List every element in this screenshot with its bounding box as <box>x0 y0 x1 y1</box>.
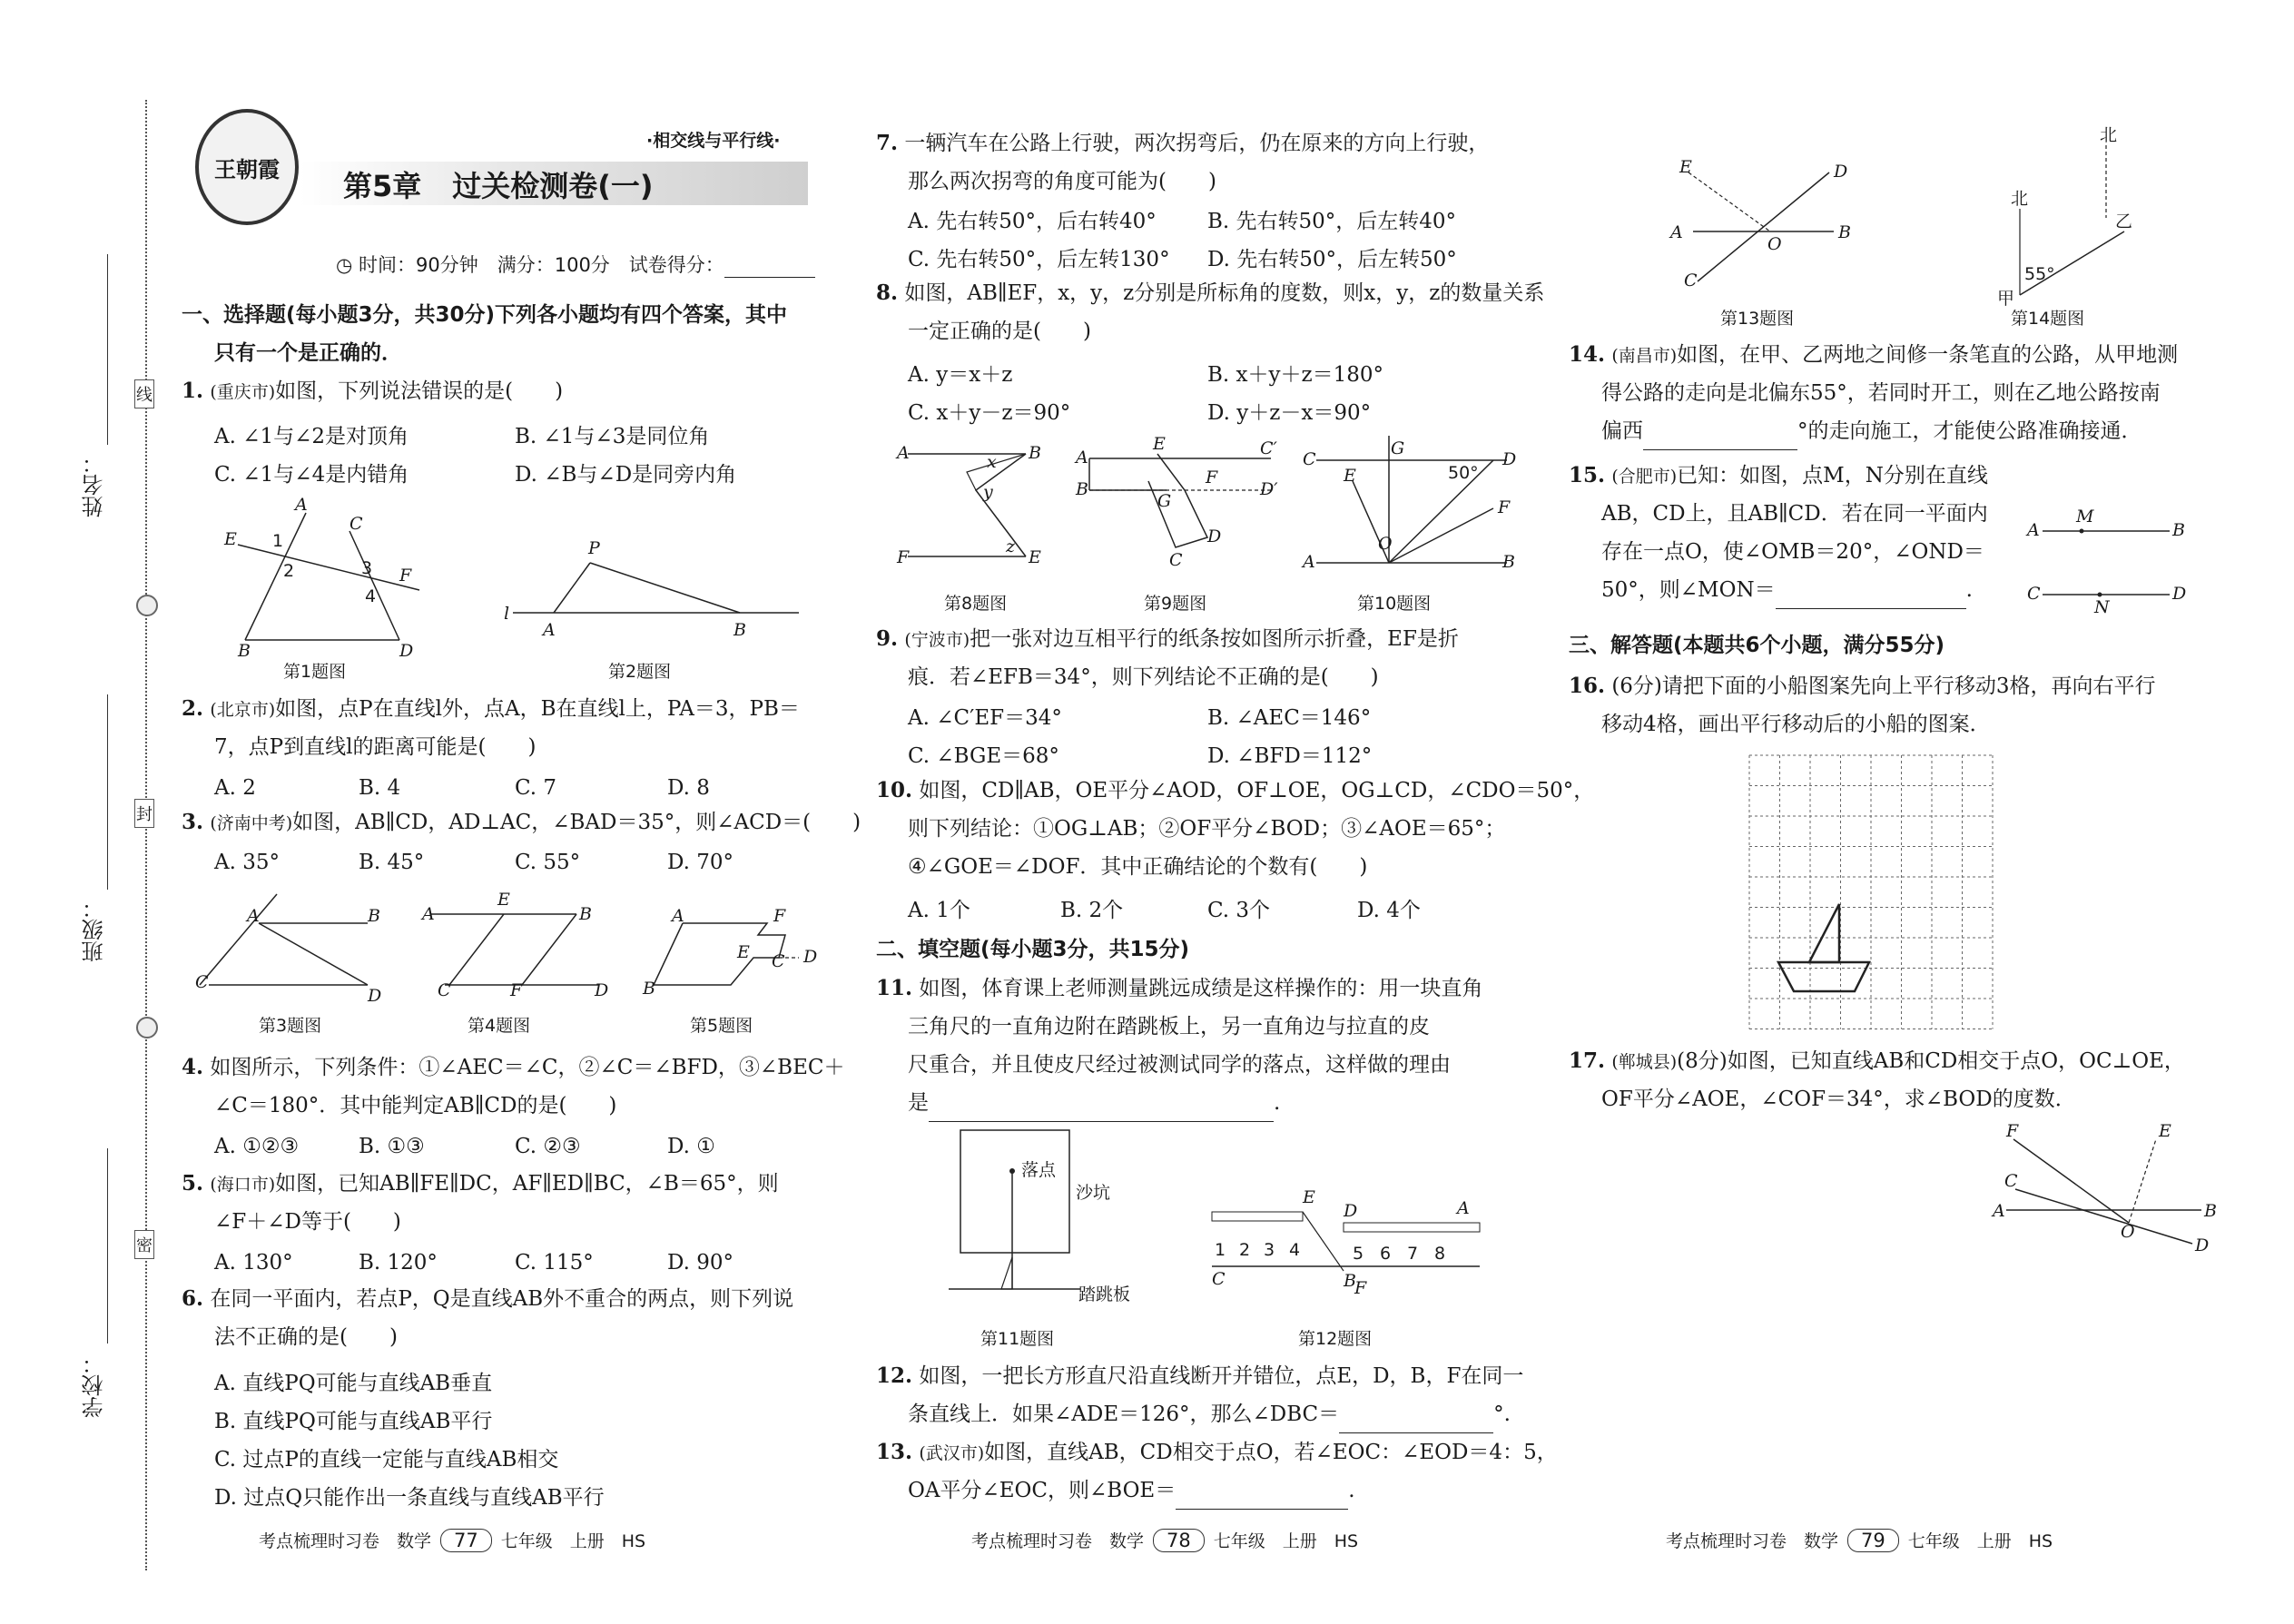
question-10-line2: 则下列结论：①OG⊥AB；②OF平分∠BOD；③∠AOE＝65°； <box>908 817 1506 841</box>
question-10-line3: ④∠GOE＝∠DOF．其中正确结论的个数有( ) <box>908 855 1368 879</box>
q2-option-a[interactable]: A. 2 <box>214 776 256 800</box>
q8-option-b[interactable]: B. x＋y＋z＝180° <box>1207 363 1384 387</box>
q6-option-c[interactable]: C. 过点P的直线一定能与直线AB相交 <box>214 1448 559 1471</box>
svg-text:D: D <box>803 947 818 967</box>
svg-text:F: F <box>773 906 786 926</box>
svg-text:E: E <box>2159 1121 2171 1141</box>
svg-text:x: x <box>987 452 997 472</box>
svg-text:A: A <box>1303 552 1315 572</box>
svg-text:A: A <box>1993 1201 2005 1221</box>
class-label: 班级： <box>82 897 107 962</box>
q10-option-a[interactable]: A. 1个 <box>908 899 970 922</box>
svg-text:B: B <box>1076 479 1088 499</box>
ruler-number: 5 <box>1353 1244 1364 1264</box>
question-9: 9. (宁波市)把一张对边互相平行的纸条按如图所示折叠，EF是折 <box>876 626 1459 651</box>
svg-text:A: A <box>672 906 684 926</box>
school-field-line <box>107 1148 108 1343</box>
q3-option-a[interactable]: A. 35° <box>214 851 280 874</box>
q8-option-a[interactable]: A. y＝x＋z <box>908 363 1013 387</box>
q9-option-d[interactable]: D. ∠BFD＝112° <box>1207 744 1373 768</box>
q1-option-b[interactable]: B. ∠1与∠3是同位角 <box>515 425 710 448</box>
fig11-pit: 沙坑 <box>1076 1183 1111 1203</box>
figure-8 <box>894 436 1067 581</box>
q3-option-b[interactable]: B. 45° <box>359 851 425 874</box>
question-8: 8. 如图，AB∥EF，x，y，z分别是所标角的度数，则x，y，z的数量关系 <box>876 281 1545 305</box>
q9-option-c[interactable]: C. ∠BGE＝68° <box>908 744 1059 768</box>
svg-text:A: A <box>422 904 435 924</box>
question-17: 17. (郸城县)(8分)如图，已知直线AB和CD相交于点O，OC⊥OE， <box>1569 1048 2185 1073</box>
question-15: 15. (合肥市)已知：如图，点M，N分别在直线 <box>1569 463 1988 487</box>
figure-4-caption: 第4题图 <box>468 1016 531 1036</box>
svg-text:C: C <box>1169 550 1183 570</box>
footer-page-79: 考点梳理时习卷 数学 79 七年级 上册 HS <box>1666 1530 2053 1551</box>
svg-text:O: O <box>1767 234 1782 254</box>
figure-14-caption: 第14题图 <box>2011 309 2085 329</box>
svg-text:D′: D′ <box>1260 479 1278 499</box>
logo-text: 王朝霞 <box>214 155 280 182</box>
ruler-number: 7 <box>1407 1244 1419 1264</box>
fig14-north-2: 北 <box>2100 125 2118 145</box>
figure-5 <box>635 885 826 1003</box>
q1-option-c[interactable]: C. ∠1与∠4是内错角 <box>214 463 409 487</box>
svg-text:M: M <box>2076 507 2094 527</box>
svg-text:A: A <box>1076 448 1088 468</box>
q7-option-a[interactable]: A. 先右转50°，后右转40° <box>908 210 1157 233</box>
figure-3-caption: 第3题图 <box>259 1016 322 1036</box>
svg-text:C: C <box>1212 1269 1226 1289</box>
figure-17 <box>1979 1121 2215 1257</box>
name-field-line <box>107 254 108 445</box>
q9-option-a[interactable]: A. ∠C′EF＝34° <box>908 706 1062 730</box>
class-field-line <box>107 694 108 890</box>
svg-text:D: D <box>2195 1235 2210 1255</box>
svg-text:D: D <box>1207 527 1222 546</box>
question-6-line2: 法不正确的是( ) <box>214 1325 398 1349</box>
svg-text:D: D <box>595 980 609 1000</box>
svg-text:D: D <box>368 986 382 1006</box>
svg-text:D: D <box>1502 449 1517 469</box>
q6-option-a[interactable]: A. 直线PQ可能与直线AB垂直 <box>214 1372 493 1395</box>
figure-8-caption: 第8题图 <box>944 594 1008 614</box>
figure-5-caption: 第5题图 <box>690 1016 753 1036</box>
svg-text:D: D <box>399 641 414 661</box>
svg-text:A: A <box>1457 1198 1470 1218</box>
q15-answer-blank[interactable] <box>1776 588 1966 609</box>
ruler-number: 1 <box>1215 1240 1226 1260</box>
question-15-line3: 存在一点O，使∠OMB＝20°，∠OND＝ <box>1601 540 1984 564</box>
section2-title: 二、填空题(每小题3分，共15分) <box>876 938 1190 961</box>
q3-option-c[interactable]: C. 55° <box>515 851 581 874</box>
section3-title: 三、解答题(本题共6个小题，满分55分) <box>1569 634 1945 657</box>
q2-option-c[interactable]: C. 7 <box>515 776 557 800</box>
ruler-number: 3 <box>1264 1240 1275 1260</box>
section1-title2: 只有一个是正确的． <box>214 341 402 365</box>
svg-text:l: l <box>504 604 510 624</box>
svg-text:F: F <box>1206 468 1218 487</box>
question-12-line2: 条直线上．如果∠ADE＝126°，那么∠DBC＝ °. <box>908 1395 1511 1433</box>
question-13: 13. (武汉市)如图，直线AB，CD相交于点O，若∠EOC：∠EOD＝4：5， <box>876 1440 1558 1464</box>
question-5-line2: ∠F＋∠D等于( ) <box>214 1210 401 1234</box>
figure-10-caption: 第10题图 <box>1357 594 1432 614</box>
svg-text:G: G <box>1391 438 1405 458</box>
figure-10 <box>1298 431 1516 576</box>
question-15-line4: 50°，则∠MON＝ . <box>1601 571 1973 609</box>
question-2-line2: 7，点P到直线l的距离可能是( ) <box>214 735 537 759</box>
svg-text:B: B <box>643 979 655 999</box>
q2-option-b[interactable]: B. 4 <box>359 776 401 800</box>
q6-option-b[interactable]: B. 直线PQ可能与直线AB平行 <box>214 1410 493 1433</box>
question-16: 16. (6分)请把下面的小船图案先向上平行移动3格，再向右平行 <box>1569 674 2156 698</box>
question-13-line2: OA平分∠EOC，则∠BOE＝ . <box>908 1471 1355 1510</box>
svg-text:O: O <box>2121 1222 2135 1242</box>
question-11-line4: 是 . <box>908 1084 1280 1122</box>
question-4: 4. 如图所示，下列条件：①∠AEC＝∠C，②∠C＝∠BFD，③∠BEC＋ <box>182 1055 845 1079</box>
svg-text:C: C <box>2027 584 2041 604</box>
q11-answer-blank[interactable] <box>929 1101 1274 1122</box>
svg-text:E: E <box>1679 157 1692 177</box>
ruler-number: 2 <box>1239 1240 1251 1260</box>
figure-1 <box>218 495 436 676</box>
svg-text:D: D <box>1344 1201 1358 1221</box>
q5-option-d[interactable]: D. 90° <box>667 1251 734 1275</box>
clock-icon: ◷ <box>336 254 359 276</box>
figure-11-caption: 第11题图 <box>980 1329 1055 1349</box>
question-14: 14. (南昌市)如图，在甲、乙两地之间修一条笔直的公路，从甲地测 <box>1569 342 2179 367</box>
footer-page-78: 考点梳理时习卷 数学 78 七年级 上册 HS <box>971 1530 1359 1551</box>
fig14-north-1: 北 <box>2011 189 2029 209</box>
q14-answer-blank[interactable] <box>1643 429 1797 450</box>
svg-text:B: B <box>733 620 746 640</box>
figure-15 <box>2020 499 2187 617</box>
svg-text:A: A <box>295 495 308 515</box>
question-11: 11. 如图，体育课上老师测量跳远成绩是这样操作的：用一块直角 <box>876 976 1483 1000</box>
svg-text:E: E <box>1153 434 1166 454</box>
svg-text:E: E <box>1344 466 1356 486</box>
figure-4 <box>418 885 617 1003</box>
school-label: 学校： <box>82 1353 107 1418</box>
svg-text:B: B <box>1838 222 1851 242</box>
svg-text:E: E <box>1029 547 1041 567</box>
question-11-line3: 尺重合，并且使皮尺经过被测试同学的落点，这样做的理由 <box>908 1053 1451 1077</box>
figure-12-caption: 第12题图 <box>1298 1329 1373 1349</box>
cut-mark-3: 密 <box>134 1230 154 1259</box>
fig11-board: 踏跳板 <box>1078 1284 1131 1304</box>
ruler-number: 6 <box>1380 1244 1392 1264</box>
logo-badge <box>195 109 299 225</box>
question-9-line2: 痕．若∠EFB＝34°，则下列结论不正确的是( ) <box>908 665 1379 689</box>
svg-text:A: A <box>247 906 260 926</box>
svg-text:F: F <box>510 980 523 1000</box>
svg-text:E: E <box>224 529 237 549</box>
grid-lines <box>1749 755 1993 1029</box>
svg-text:P: P <box>588 538 600 558</box>
q10-option-c[interactable]: C. 3个 <box>1207 899 1271 922</box>
question-15-line2: AB，CD上，且AB∥CD．若在同一平面内 <box>1601 502 1988 526</box>
svg-text:G: G <box>1157 491 1172 511</box>
question-14-line3: 偏西 °的走向施工，才能使公路准确接通． <box>1601 412 2142 450</box>
svg-text:F: F <box>1354 1278 1367 1298</box>
svg-text:4: 4 <box>365 586 377 606</box>
section1-title: 一、选择题(每小题3分，共30分)下列各小题均有四个答案，其中 <box>182 303 788 327</box>
svg-text:z: z <box>1006 536 1016 556</box>
svg-text:C: C <box>1684 271 1698 290</box>
question-14-line2: 得公路的走向是北偏东55°，若同时开工，则在乙地公路按南 <box>1601 381 2161 405</box>
question-6: 6. 在同一平面内，若点P，Q是直线AB外不重合的两点，则下列说 <box>182 1286 794 1311</box>
q4-option-a[interactable]: A. ①②③ <box>214 1135 300 1158</box>
ruler-number: 4 <box>1289 1240 1301 1260</box>
name-label: 姓名： <box>82 452 107 517</box>
question-11-line2: 三角尺的一直角边附在踏跳板上，另一直角边与拉直的皮 <box>908 1015 1430 1038</box>
cut-mark-2: 封 <box>134 799 154 828</box>
q8-option-c[interactable]: C. x＋y－z＝90° <box>908 401 1071 425</box>
svg-text:C: C <box>195 972 209 992</box>
question-16-line2: 移动4格，画出平行移动后的小船的图案． <box>1601 713 1991 736</box>
svg-text:O: O <box>1378 534 1393 554</box>
svg-text:F: F <box>897 547 910 567</box>
figure-1-caption: 第1题图 <box>283 662 347 682</box>
svg-text:3: 3 <box>361 558 373 578</box>
svg-text:B: B <box>238 641 251 661</box>
q3-option-d[interactable]: D. 70° <box>667 851 734 874</box>
svg-text:D: D <box>2172 584 2187 604</box>
q10-option-b[interactable]: B. 2个 <box>1060 899 1124 922</box>
svg-text:E: E <box>737 942 750 962</box>
q5-option-a[interactable]: A. 130° <box>214 1251 293 1275</box>
question-8-line2: 一定正确的是( ) <box>908 320 1091 343</box>
q1-option-a[interactable]: A. ∠1与∠2是对顶角 <box>214 425 409 448</box>
question-1: 1. (重庆市)如图，下列说法错误的是( ) <box>182 379 564 403</box>
footer-page-77: 考点梳理时习卷 数学 77 七年级 上册 HS <box>259 1530 646 1551</box>
svg-text:F: F <box>1498 497 1511 517</box>
q4-option-d[interactable]: D. ① <box>667 1135 715 1158</box>
svg-text:B: B <box>1344 1271 1356 1291</box>
svg-text:D: D <box>1834 162 1848 182</box>
figure-9-caption: 第9题图 <box>1144 594 1207 614</box>
figure-13 <box>1666 154 1851 300</box>
question-3: 3. (济南中考)如图，AB∥CD，AD⊥AC，∠BAD＝35°，则∠ACD＝( ) <box>182 810 861 834</box>
figure-14 <box>1984 127 2147 309</box>
q7-option-b[interactable]: B. 先右转50°，后左转40° <box>1207 210 1457 233</box>
ruler-number: 8 <box>1434 1244 1446 1264</box>
figure-9 <box>1071 436 1289 581</box>
svg-text:B: B <box>579 904 592 924</box>
svg-text:B: B <box>2204 1201 2217 1221</box>
svg-text:C: C <box>1303 449 1316 469</box>
svg-text:A: A <box>543 620 556 640</box>
svg-text:F: F <box>2006 1121 2019 1141</box>
q4-option-c[interactable]: C. ②③ <box>515 1135 581 1158</box>
figure-12 <box>1207 1185 1489 1303</box>
svg-text:E: E <box>497 890 510 910</box>
fig11-landing: 落点 <box>1021 1160 1057 1180</box>
subject-tag: ·相交线与平行线· <box>646 131 781 151</box>
question-7: 7. 一辆汽车在公路上行驶，两次拐弯后，仍在原来的方向上行驶， <box>876 131 1490 155</box>
chapter-number: 第5章 <box>343 169 422 203</box>
figure-13-caption: 第13题图 <box>1720 309 1795 329</box>
svg-text:B: B <box>1502 552 1515 572</box>
svg-text:F: F <box>399 566 412 586</box>
svg-text:A: A <box>2027 520 2040 540</box>
q2-option-d[interactable]: D. 8 <box>667 776 710 800</box>
svg-text:B: B <box>2172 520 2185 540</box>
question-10: 10. 如图，CD∥AB，OE平分∠AOD，OF⊥OE，OG⊥CD，∠CDO＝50°， <box>876 778 1595 802</box>
svg-text:C′: C′ <box>1260 438 1277 458</box>
svg-text:B: B <box>1029 443 1041 463</box>
test-info: ◷ 时间：90分钟 满分：100分 试卷得分： <box>336 251 815 278</box>
svg-text:A: A <box>1670 222 1683 242</box>
q4-option-b[interactable]: B. ①③ <box>359 1135 425 1158</box>
question-17-line2: OF平分∠AOE，∠COF＝34°，求∠BOD的度数． <box>1601 1088 2076 1111</box>
cut-line <box>145 100 147 1570</box>
q5-option-b[interactable]: B. 120° <box>359 1251 438 1275</box>
figure-2-caption: 第2题图 <box>608 662 672 682</box>
svg-text:1: 1 <box>272 531 284 551</box>
figure-11 <box>944 1126 1162 1316</box>
q13-answer-blank[interactable] <box>1176 1489 1348 1510</box>
grid-figure-16[interactable] <box>1748 753 1998 1026</box>
svg-text:B: B <box>368 906 380 926</box>
svg-text:N: N <box>2094 597 2110 617</box>
chapter-title <box>343 163 654 205</box>
svg-text:C: C <box>438 980 451 1000</box>
svg-text:y: y <box>983 482 993 502</box>
q7-option-c[interactable]: C. 先右转50°，后左转130° <box>908 248 1170 271</box>
q9-option-b[interactable]: B. ∠AEC＝146° <box>1207 706 1372 730</box>
question-12: 12. 如图，一把长方形直尺沿直线断开并错位，点E，D，B，F在同一 <box>876 1363 1524 1388</box>
fig14-yi: 乙 <box>2115 212 2133 231</box>
svg-text:C: C <box>772 951 785 971</box>
ring-icon <box>136 1017 158 1038</box>
question-2: 2. (北京市)如图，点P在直线l外，点A，B在直线l上，PA＝3，PB＝ <box>182 696 800 721</box>
question-7-line2: 那么两次拐弯的角度可能为( ) <box>908 170 1216 193</box>
question-4-line2: ∠C＝180°．其中能判定AB∥CD的是( ) <box>214 1094 617 1117</box>
fig14-angle: 55° <box>2024 264 2055 284</box>
q1-option-d[interactable]: D. ∠B与∠D是同旁内角 <box>515 463 737 487</box>
cut-mark-1: 线 <box>134 379 154 408</box>
svg-text:C: C <box>2004 1171 2018 1191</box>
svg-text:C: C <box>350 514 363 534</box>
svg-text:2: 2 <box>283 561 295 581</box>
svg-text:E: E <box>1303 1187 1315 1207</box>
fig10-angle: 50° <box>1448 463 1479 483</box>
fig14-jia: 甲 <box>1997 289 2015 309</box>
figure-2 <box>499 536 808 645</box>
svg-text:A: A <box>897 443 910 463</box>
question-5: 5. (海口市)如图，已知AB∥FE∥DC，AF∥ED∥BC，∠B＝65°，则 <box>182 1171 779 1196</box>
q7-option-d[interactable]: D. 先右转50°，后左转50° <box>1207 248 1457 271</box>
q10-option-d[interactable]: D. 4个 <box>1357 899 1421 922</box>
ring-icon <box>136 595 158 616</box>
test-title: 过关检测卷(一) <box>452 169 654 203</box>
q6-option-d[interactable]: D. 过点Q只能作出一条直线与直线AB平行 <box>214 1486 605 1510</box>
figure-3 <box>191 885 382 1006</box>
q5-option-c[interactable]: C. 115° <box>515 1251 594 1275</box>
q12-answer-blank[interactable] <box>1339 1412 1493 1433</box>
q8-option-d[interactable]: D. y＋z－x＝90° <box>1207 401 1372 425</box>
